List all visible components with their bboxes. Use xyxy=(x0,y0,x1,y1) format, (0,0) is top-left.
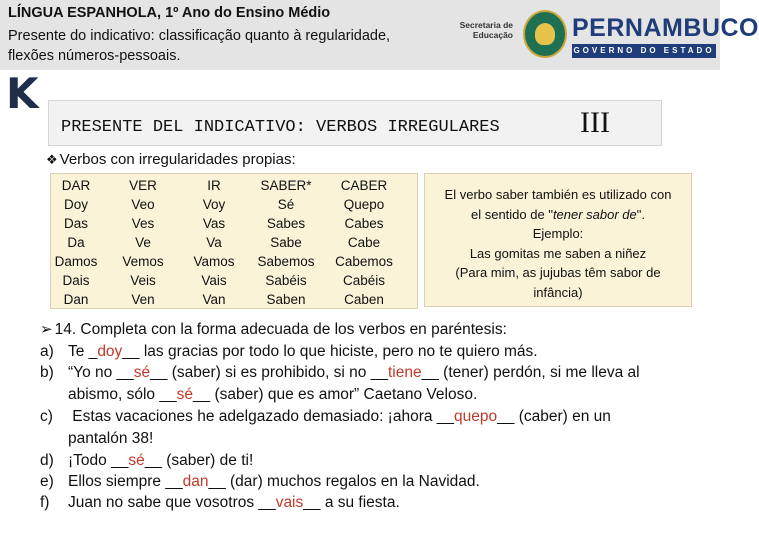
note-text: ". xyxy=(636,206,646,222)
item-text: __ a su fiesta. xyxy=(303,494,400,511)
item-text: __ las gracias por todo lo que hiciste, pero no te quiero más. xyxy=(122,343,538,360)
item-label: c) xyxy=(40,408,53,425)
big-letter: K xyxy=(6,69,39,118)
verb-form: Sabemos xyxy=(257,254,315,269)
verb-form: Vais xyxy=(201,273,227,288)
item-text: Ellos siempre __ xyxy=(68,473,183,490)
exercise-heading-text: 14. Completa con la forma adecuada de los verbos en paréntesis: xyxy=(54,321,507,338)
item-text: “Yo no __ xyxy=(68,364,134,381)
secretaria-line1: Secretaria de xyxy=(459,20,513,30)
answer-text: sé xyxy=(128,452,145,469)
answer-text: doy xyxy=(97,343,123,360)
secretaria-logo-text xyxy=(455,20,513,40)
exercise-item-a xyxy=(40,341,538,363)
item-text: __ (caber) en un xyxy=(497,408,611,425)
item-label: f) xyxy=(40,494,50,511)
note-line: Ejemplo: xyxy=(532,226,584,241)
item-label: e) xyxy=(40,473,54,490)
verb-form: Cabes xyxy=(344,216,384,231)
item-text: Juan no sabe que vosotros __ xyxy=(68,494,276,511)
note-emphasis: tener sabor de xyxy=(552,206,637,222)
verb-table xyxy=(50,173,418,309)
note-line xyxy=(425,205,691,225)
verb-header: DAR xyxy=(61,178,91,193)
slide-title: PRESENTE DEL INDICATIVO: VERBOS IRREGULARES xyxy=(61,118,500,137)
verb-form: Sabes xyxy=(266,216,306,231)
verb-form: Ves xyxy=(131,216,155,231)
item-label: d) xyxy=(40,452,54,469)
verb-form: Da xyxy=(67,235,85,250)
verb-column-caber xyxy=(329,176,399,309)
verb-form: Das xyxy=(63,216,88,231)
header-banner xyxy=(0,0,759,70)
verb-form: Dais xyxy=(62,273,90,288)
exercise-heading xyxy=(40,320,507,339)
verb-form: Vas xyxy=(202,216,226,231)
answer-text: quepo xyxy=(454,408,498,425)
verb-form: Veo xyxy=(131,197,155,212)
verb-form: Sabéis xyxy=(265,273,307,288)
verb-form: Quepo xyxy=(343,197,385,212)
item-text: Estas vacaciones he adelgazado demasiado: ¡ahora __ xyxy=(68,408,455,425)
verb-form: Va xyxy=(206,235,222,250)
verb-column-ver xyxy=(108,176,178,309)
course-title: LÍNGUA ESPANHOLA, 1º Ano do Ensino Médio xyxy=(8,5,331,21)
verb-header: VER xyxy=(129,178,157,193)
verb-column-dar xyxy=(41,176,111,309)
verb-form: Vemos xyxy=(122,254,164,269)
answer-text: sé xyxy=(176,386,193,403)
verb-form: Damos xyxy=(54,254,98,269)
verb-form: Sabe xyxy=(270,235,302,250)
note-text: el sentido de " xyxy=(470,206,553,222)
note-line: (Para mim, as jujubas têm sabor de xyxy=(455,265,661,280)
exercise-item-c-continued: pantalón 38! xyxy=(68,430,154,447)
verb-form: Cabéis xyxy=(342,273,386,288)
note-box xyxy=(424,173,692,307)
note-line: El verbo saber también es utilizado con xyxy=(444,187,672,202)
item-text: __ (dar) muchos regalos en la Navidad. xyxy=(208,473,480,490)
verb-header: CABER xyxy=(340,178,388,193)
note-line: infância) xyxy=(533,284,583,300)
note-line: Las gomitas me saben a niñez xyxy=(469,245,647,261)
verb-form: Vamos xyxy=(193,254,235,269)
verb-form: Caben xyxy=(344,292,384,307)
item-text: __ (tener) perdón, si me lleva al xyxy=(421,364,640,381)
diamond-bullet-icon: ❖ xyxy=(46,152,58,167)
verb-form: Van xyxy=(202,292,226,307)
exercise-item-c xyxy=(40,406,611,428)
state-band: GOVERNO DO ESTADO xyxy=(572,44,716,58)
verb-column-ir xyxy=(179,176,249,309)
item-text: Te _ xyxy=(68,343,98,360)
verb-form: Cabe xyxy=(347,235,381,250)
exercise-item-f xyxy=(40,492,400,514)
title-box xyxy=(48,100,662,146)
lesson-topic-line1: Presente do indicativo: classificação quanto à regularidade, xyxy=(8,28,391,44)
arrow-bullet-icon: ➢ xyxy=(40,321,53,338)
subtitle xyxy=(46,151,296,168)
verb-header: IR xyxy=(207,178,221,193)
exercise-item-d xyxy=(40,450,253,472)
slide-title-numeral: III xyxy=(580,106,610,139)
state-name: PERNAMBUCO xyxy=(572,14,759,42)
exercise-item-e xyxy=(40,471,480,493)
answer-text: tiene xyxy=(387,364,422,381)
verb-form: Saben xyxy=(266,292,306,307)
item-label: b) xyxy=(40,364,54,381)
item-text: ¡Todo __ xyxy=(68,452,129,469)
secretaria-line2: Educação xyxy=(472,30,513,40)
verb-form: Ven xyxy=(131,292,155,307)
item-text: __ (saber) que es amor” Caetano Veloso. xyxy=(192,386,478,403)
answer-text: sé xyxy=(133,364,151,381)
lesson-topic-line2: flexões números-pessoais. xyxy=(8,48,181,64)
verb-column-saber xyxy=(243,176,329,309)
verb-form: Voy xyxy=(202,197,226,212)
answer-text: vais xyxy=(275,494,304,511)
answer-text: dan xyxy=(182,473,209,490)
item-text: __ (saber) de ti! xyxy=(144,452,254,469)
verb-form: Cabemos xyxy=(335,254,393,269)
verb-header: SABER* xyxy=(260,178,312,193)
item-text: __ (saber) si es prohibido, si no __ xyxy=(150,364,388,381)
verb-form: Ve xyxy=(135,235,151,250)
item-label: a) xyxy=(40,343,54,360)
verb-form: Doy xyxy=(63,197,88,212)
verb-form: Dan xyxy=(63,292,89,307)
item-text: abismo, sólo __ xyxy=(68,386,177,403)
verb-form: Sé xyxy=(277,197,295,212)
subtitle-text: Verbos con irregularidades propias: xyxy=(59,151,296,168)
exercise-item-b xyxy=(40,362,640,384)
state-seal-icon xyxy=(523,10,567,58)
exercise-item-b-continued xyxy=(68,384,477,406)
verb-form: Veis xyxy=(130,273,156,288)
